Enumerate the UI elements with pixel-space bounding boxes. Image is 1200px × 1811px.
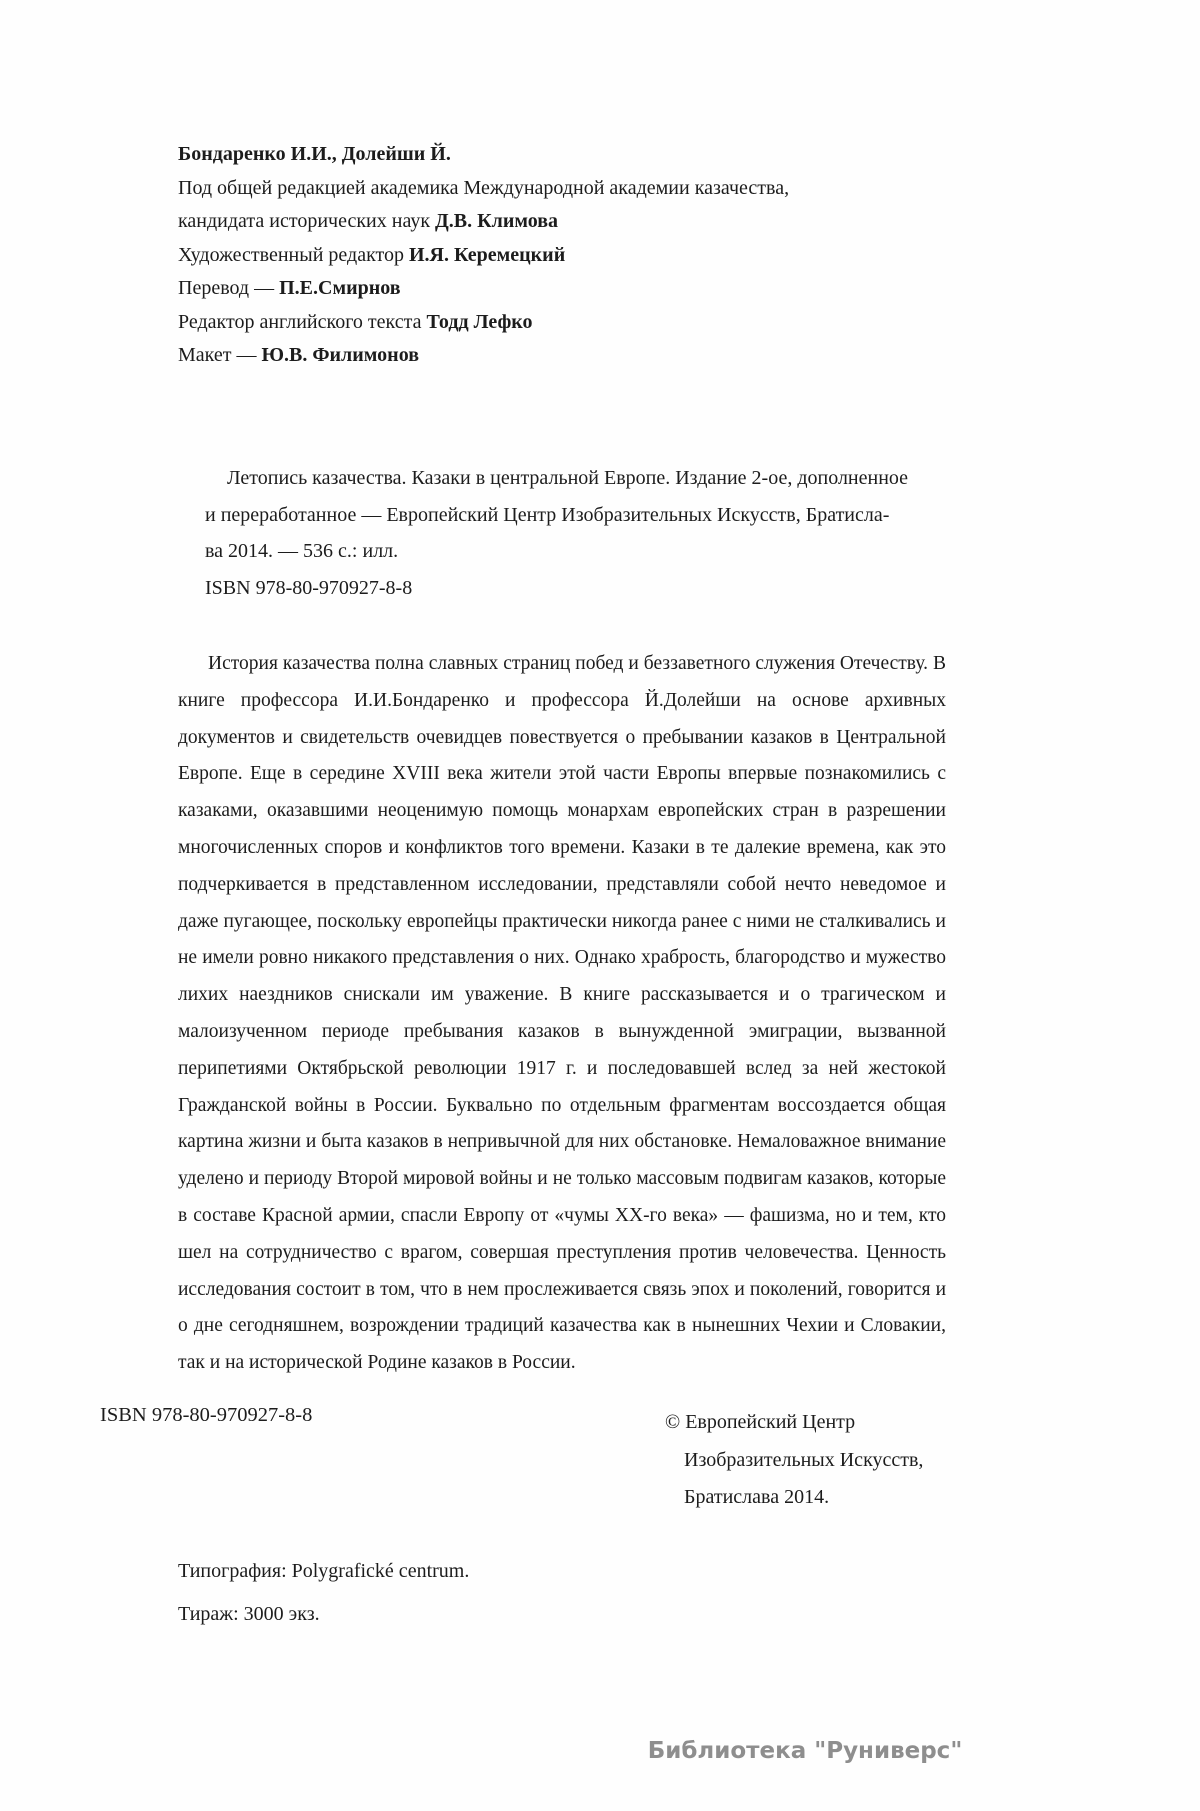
english-editor-line xyxy=(178,306,968,340)
art-editor-line xyxy=(178,239,968,273)
credit-text: Художественный редактор xyxy=(178,243,409,266)
copyright-line: Изобразительных Искусств, xyxy=(684,1448,924,1471)
authors-line xyxy=(178,138,968,172)
biblio-isbn-line: ISBN 978-80-970927-8-8 xyxy=(205,576,413,599)
credits-block xyxy=(178,138,968,373)
printing-info xyxy=(178,1550,469,1636)
credit-name: Тодд Лефко xyxy=(426,310,533,333)
biblio-line: ва 2014. — 536 с.: илл. xyxy=(205,540,399,562)
library-watermark: Библиотека "Руниверс" xyxy=(647,1738,963,1764)
credit-text: Редактор английского текста xyxy=(178,310,427,333)
credit-name: Бондаренко И.И., Долейши Й. xyxy=(178,143,451,165)
copyright-block xyxy=(665,1404,923,1517)
credit-text: Перевод — xyxy=(178,277,280,299)
credit-name: Ю.В. Филимонов xyxy=(261,344,419,366)
bibliographic-description xyxy=(205,460,985,606)
copyright-line: © Европейский Центр xyxy=(665,1411,856,1433)
biblio-line: и переработанное — Европейский Центр Изобразительных Искусств, Братисла- xyxy=(205,503,890,526)
credit-name: И.Я. Керемецкий xyxy=(409,243,566,266)
copyright-line: Братислава 2014. xyxy=(684,1486,830,1508)
translator-line xyxy=(178,272,968,306)
general-editor-line xyxy=(178,172,968,206)
typography-line: Типография: Polygrafické centrum. xyxy=(178,1560,470,1582)
general-editor-name-line xyxy=(178,205,968,239)
layout-line xyxy=(178,339,968,373)
credit-text: кандидата исторических наук xyxy=(178,210,436,232)
credit-text: Макет — xyxy=(178,344,262,366)
isbn-footer: ISBN 978-80-970927-8-8 xyxy=(100,1404,313,1426)
biblio-line: Летопись казачества. Казаки в центральной Европе. Издание 2-ое, дополненное xyxy=(227,467,909,489)
credit-name: П.Е.Смирнов xyxy=(279,277,401,299)
print-run-line: Тираж: 3000 экз. xyxy=(178,1603,320,1625)
credit-text: Под общей редакцией академика Международной академии казачества, xyxy=(178,176,790,199)
annotation-paragraph: История казачества полна славных страниц побед и беззаветного служения Отечеству. В книге профессора И.И.Бондаренко и профессора Й.Долейши на основе архивных документов и свидетельств очевидцев повествуется о пребывании казаков в Центральной Европе. Еще в середине XVIII века жители этой части Европы впервые познакомились с казаками, оказавшими неоценимую помощь монархам европейских стран в разрешении многочисленных споров и конфликтов того времени. Казаки в те далекие времена, как это подчеркивается в представленном исследовании, представляли собой нечто неведомое и даже пугающее, поскольку европейцы практически никогда ранее с ними не сталкивались и не имели ровно никакого представления о них. Однако храбрость, благородство и мужество лихих наездников снискали им уважение. В книге рассказывается и о трагическом и малоизученном периоде пребывания казаков в вынужденной эмиграции, вызванной перипетиями Октябрьской революции 1917 г. и последовавшей вслед за ней жестокой Гражданской войны в России. Буквально по отдельным фрагментам воссоздается общая картина жизни и быта казаков в непривычной для них обстановке. Немаловажное внимание уделено и периоду Второй мировой войны и не только массовым подвигам казаков, которые в составе Красной армии, спасли Европу от «чумы XX-го века» — фашизма, но и тем, кто шел на сотрудничество с врагом, совершая преступления против человечества. Ценность исследования состоит в том, что в нем прослеживается связь эпох и поколений, говорится и о дне сегодняшнем, возрождении традиций казачества как в нынешних Чехии и Словакии, так и на исторической Родине казаков в России. xyxy=(178,653,946,1374)
credit-name: Д.В. Климова xyxy=(435,210,559,232)
